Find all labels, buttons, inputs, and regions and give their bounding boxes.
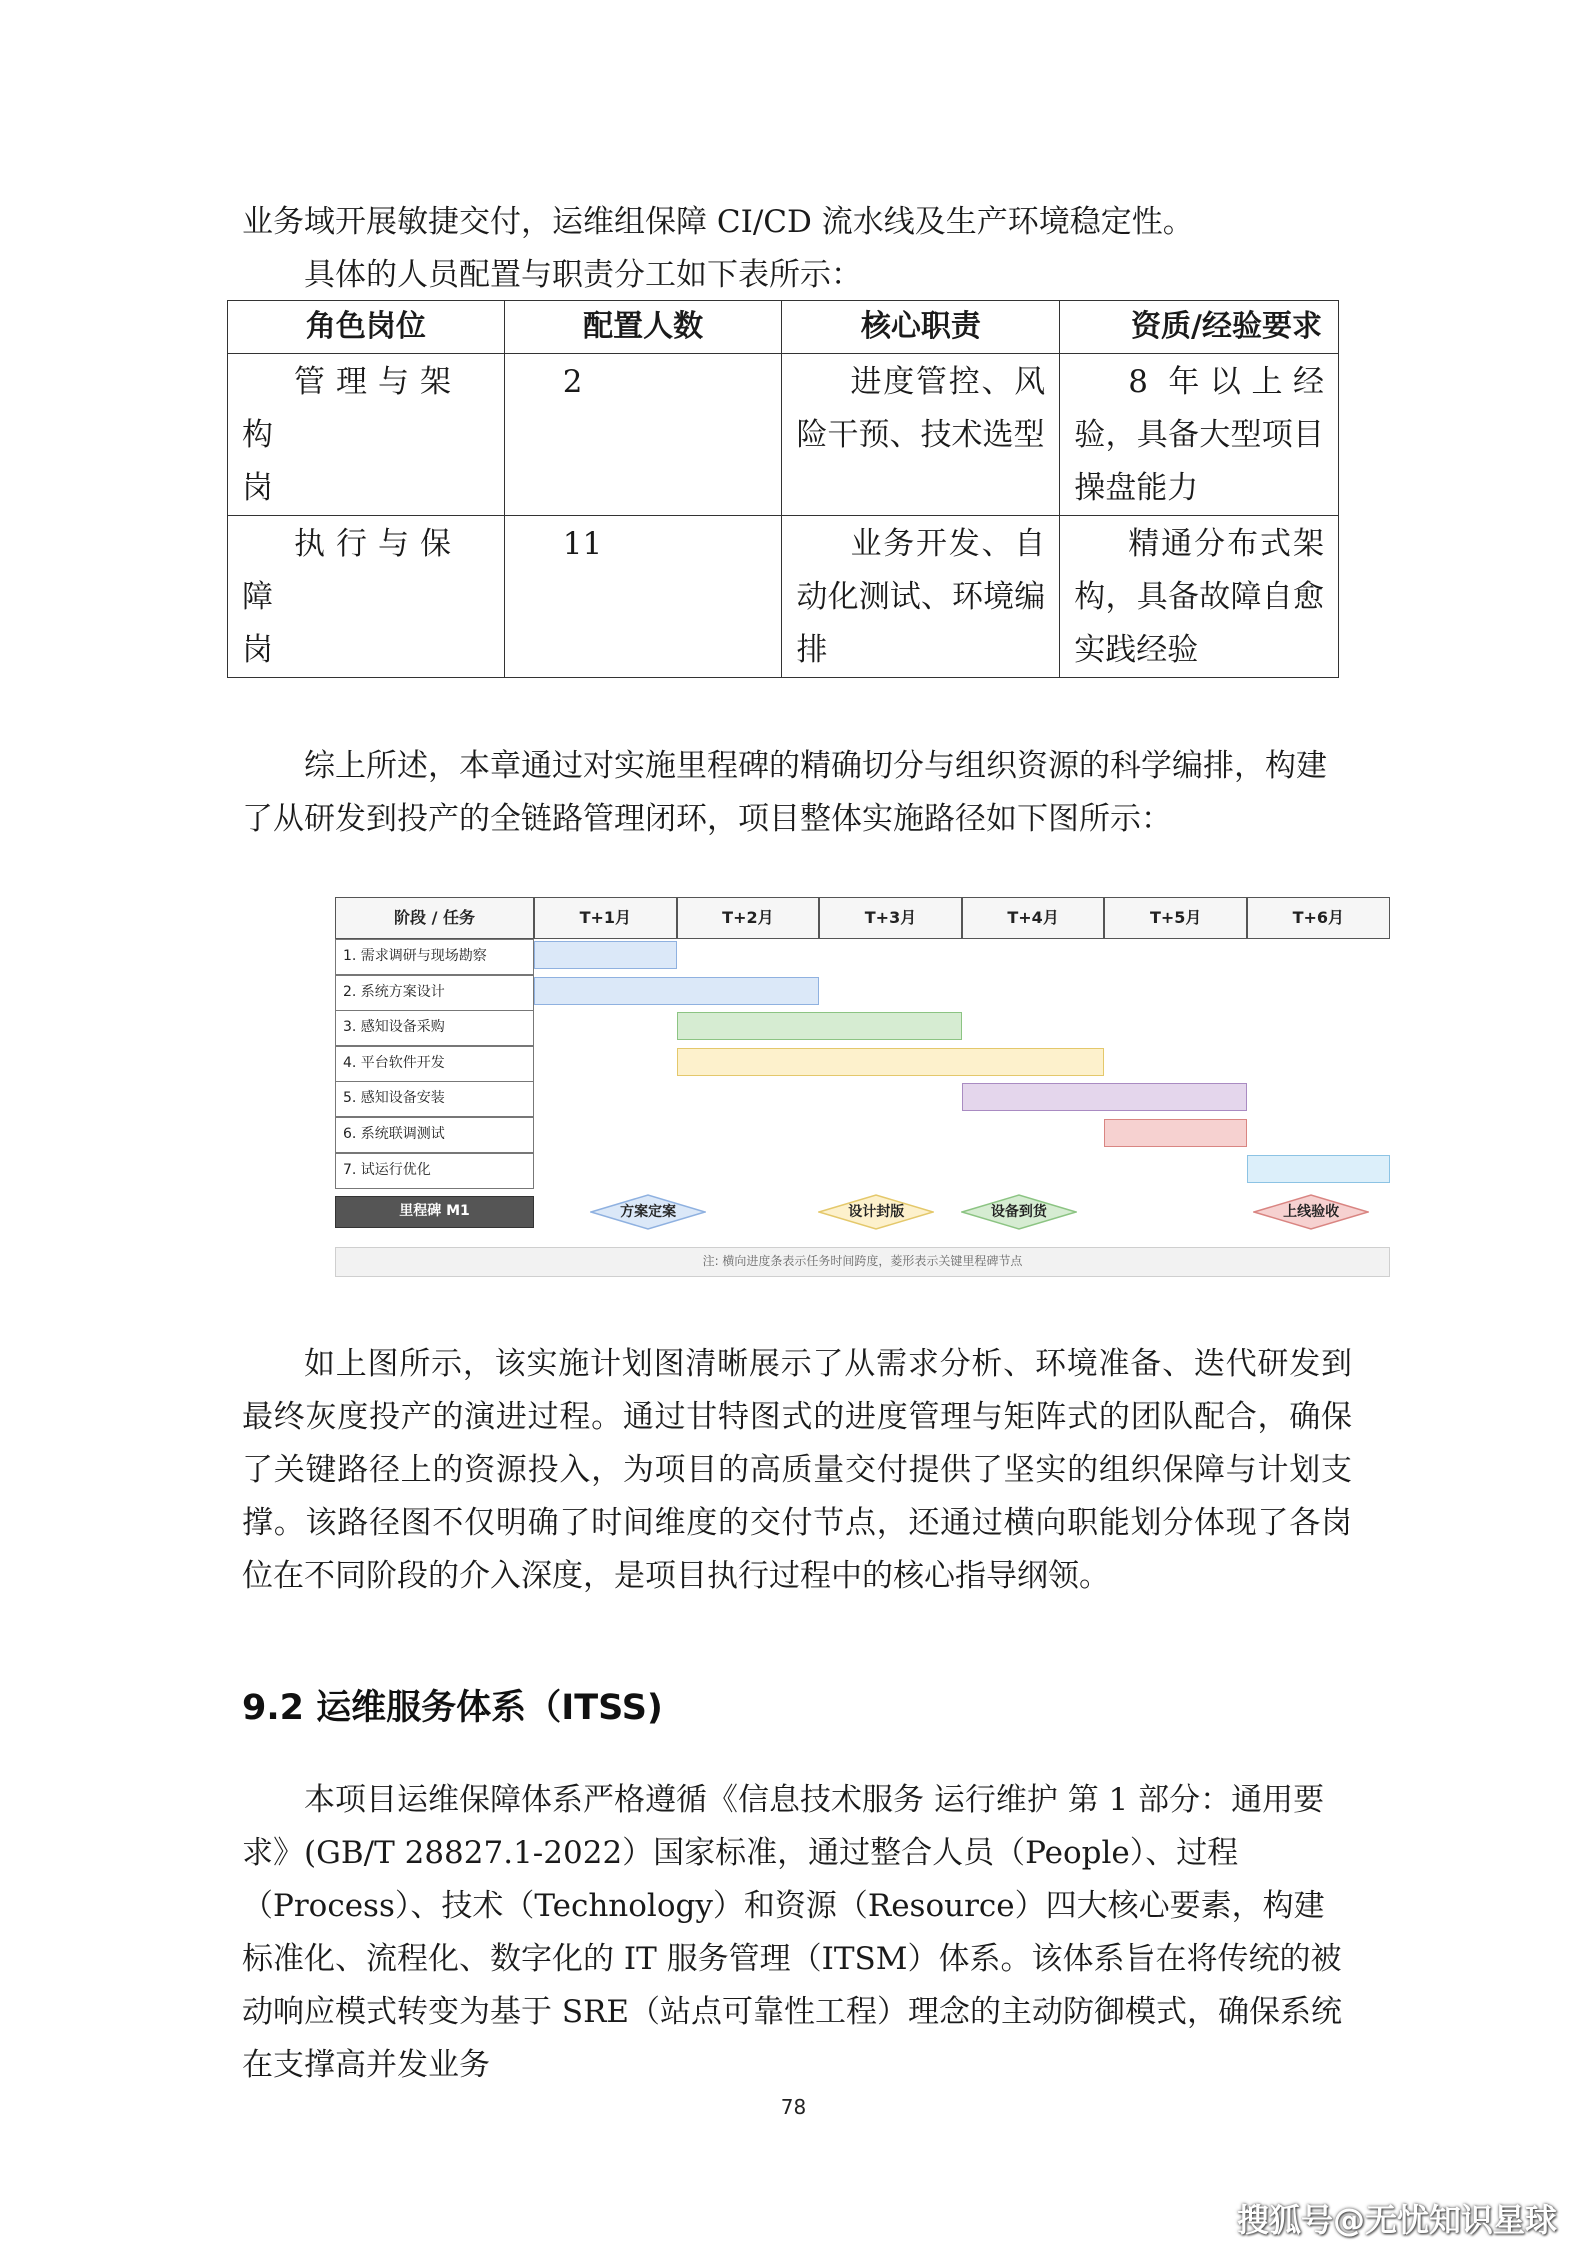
gantt-bar	[677, 1048, 1105, 1076]
summary-text: 综上所述，本章通过对实施里程碑的精确切分与组织资源的科学编排，构建了从研发到投产的全链路管理闭环，项目整体实施路径如下图所示：	[242, 748, 1327, 837]
section-paragraph	[242, 1774, 1352, 2092]
milestone-diamond	[961, 1194, 1077, 1230]
role-cell	[228, 516, 505, 678]
role-name-cont: 岗	[242, 470, 273, 506]
section-heading: 9.2 运维服务体系（ITSS)	[242, 1688, 663, 1728]
table-row	[228, 516, 1339, 678]
table-row	[228, 354, 1339, 516]
gantt-task-label: 2. 系统方案设计	[335, 975, 534, 1011]
milestone-text: 方案定案	[620, 1204, 677, 1220]
count-cell: 11	[504, 516, 782, 678]
intro-line-1: 业务域开展敏捷交付，运维组保障 CI/CD 流水线及生产环境稳定性。	[242, 204, 1194, 240]
analysis-text: 如上图所示，该实施计划图清晰展示了从需求分析、环境准备、迭代研发到最终灰度投产的演进过程。通过甘特图式的进度管理与矩阵式的团队配合，确保了关键路径上的资源投入，为项目的高质量交付提供了坚实的组织保障与计划支撑。该路径图不仅明确了时间维度的交付节点，还通过横向职能划分体现了各岗位在不同阶段的介入深度，是项目执行过程中的核心指导纲领。	[242, 1346, 1352, 1594]
header-duty: 核心职责	[782, 301, 1060, 354]
header-requirement: 资质/经验要求	[1060, 301, 1339, 354]
gantt-period-header: T+2月	[677, 897, 820, 939]
gantt-task-label: 4. 平台软件开发	[335, 1046, 534, 1082]
role-name: 执行与保障	[242, 526, 462, 615]
requirement-cell: 精通分布式架构，具备故障自愈实践经验	[1060, 516, 1339, 678]
gantt-task-label: 1. 需求调研与现场勘察	[335, 939, 534, 975]
staff-table	[227, 300, 1339, 678]
watermark: 搜狐号@无忧知识星球	[1236, 2201, 1557, 2239]
milestone-text: 上线验收	[1283, 1204, 1340, 1220]
count-cell: 2	[504, 354, 782, 516]
gantt-task-label: 3. 感知设备采购	[335, 1010, 534, 1046]
role-name: 管理与架构	[242, 364, 462, 453]
milestone-label: 里程碑 M1	[335, 1196, 534, 1228]
milestone-diamond	[590, 1194, 706, 1230]
gantt-period-header: T+1月	[534, 897, 677, 939]
analysis-paragraph	[242, 1338, 1352, 1603]
header-count: 配置人数	[504, 301, 782, 354]
gantt-bar	[677, 1012, 962, 1040]
gantt-bar	[1104, 1119, 1247, 1147]
intro-line-2: 具体的人员配置与职责分工如下表所示：	[304, 257, 862, 293]
section-text: 本项目运维保障体系严格遵循《信息技术服务 运行维护 第 1 部分：通用要求》(GB/T 28827.1-2022）国家标准，通过整合人员（People）、过程（Process）、技术（Technology）和资源（Resource）四大核心要素，构建标准化、流程化、数字化的 IT 服务管理（ITSM）体系。该体系旨在将传统的被动响应模式转变为基于 SRE（站点可靠性工程）理念的主动防御模式，确保系统在支撑高并发业务	[242, 1782, 1343, 2083]
duty-cell: 进度管控、风险干预、技术选型	[782, 354, 1060, 516]
intro-paragraph	[242, 196, 1352, 302]
milestone-diamond	[1253, 1194, 1369, 1230]
staff-table-header-row	[228, 301, 1339, 354]
page-number: 78	[780, 2095, 807, 2119]
gantt-note: 注: 横向进度条表示任务时间跨度，菱形表示关键里程碑节点	[335, 1247, 1390, 1277]
milestone-text: 设备到货	[990, 1204, 1047, 1220]
gantt-task-label: 5. 感知设备安装	[335, 1081, 534, 1117]
gantt-task-label: 6. 系统联调测试	[335, 1117, 534, 1153]
role-name-cont: 岗	[242, 632, 273, 668]
gantt-bar	[534, 941, 677, 969]
role-cell	[228, 354, 505, 516]
gantt-period-header: T+5月	[1104, 897, 1247, 939]
gantt-period-header: T+6月	[1247, 897, 1390, 939]
gantt-period-header: T+3月	[819, 897, 962, 939]
milestone-diamond	[818, 1194, 934, 1230]
summary-paragraph	[242, 740, 1352, 846]
duty-cell: 业务开发、自动化测试、环境编排	[782, 516, 1060, 678]
gantt-header-label: 阶段 / 任务	[335, 897, 534, 939]
gantt-bar	[534, 977, 819, 1005]
milestone-text: 设计封版	[848, 1204, 905, 1220]
gantt-bar	[1247, 1155, 1390, 1183]
gantt-task-label: 7. 试运行优化	[335, 1153, 534, 1189]
gantt-bar	[962, 1083, 1247, 1111]
gantt-chart	[335, 897, 1390, 1277]
requirement-cell: 8 年以上经验，具备大型项目操盘能力	[1060, 354, 1339, 516]
gantt-period-header: T+4月	[962, 897, 1105, 939]
header-role: 角色岗位	[228, 301, 505, 354]
